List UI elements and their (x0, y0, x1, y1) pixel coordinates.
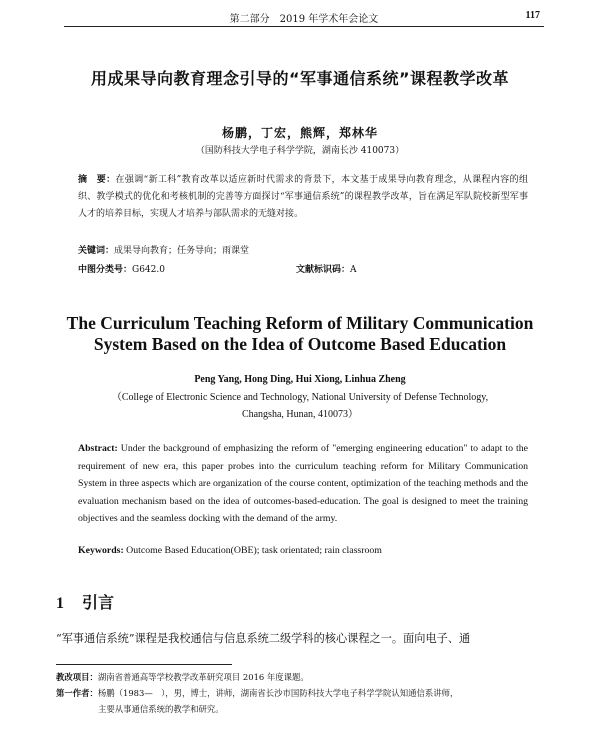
chinese-title: 用成果导向教育理念引导的“军事通信系统”课程教学改革 (90, 69, 510, 88)
english-abstract (78, 440, 528, 528)
english-authors: Peng Yang, Hong Ding, Hui Xiong, Linhua Zheng (194, 374, 406, 385)
english-title-line-2: System Based on the Idea of Outcome Based Education (93, 334, 507, 354)
chinese-abstract (78, 172, 528, 223)
chinese-abstract-label: 摘 要： (78, 175, 116, 185)
chinese-keywords-text: 成果导向教育；任务导向；雨课堂 (114, 246, 250, 256)
first-author-text: 杨鹏（1983— ），男，博士，讲师，湖南省长沙市国防科技大学电子科学学院认知通信系讲师， (97, 688, 459, 698)
english-keywords (78, 545, 528, 556)
funding-label: 教改项目： (56, 672, 98, 682)
first-author-footnote-continued: 主要从事通信系统的教学和研究。 (98, 704, 224, 714)
english-abstract-label: Abstract: (78, 443, 118, 454)
english-title-line-1: The Curriculum Teaching Reform of Military Communication (66, 313, 534, 333)
footnote-divider (56, 664, 232, 665)
english-keywords-label: Keywords: (78, 545, 124, 556)
page-number: 117 (525, 10, 540, 21)
doc-code-label: 文献标识码： (296, 265, 351, 275)
english-abstract-text: Under the background of emphasizing the reform of "emerging engineering education" to adapt to the requirement of new era, this paper probes into the curriculum teaching reform for Military Communication System in three aspects which are organization of the course content, optimization of the teaching methods and the evaluation mechanism based on the idea of outcomes-based-education. The goal is designed to meet the training objectives and the seamless docking with the demand of the army. (78, 443, 528, 525)
running-title: 第二部分 2019 年学术年会论文 (229, 14, 379, 25)
doc-code-value: A (350, 265, 357, 275)
funding-footnote (56, 669, 552, 685)
english-keywords-text: Outcome Based Education(OBE); task orientated; rain classroom (126, 545, 382, 556)
document-code (296, 262, 357, 275)
first-author-label: 第一作者： (56, 688, 98, 698)
chinese-keywords (78, 243, 528, 256)
clc-number: G642.0 (132, 265, 165, 275)
english-affiliation-line-2: Changsha, Hunan, 410073） (241, 409, 359, 420)
clc-label: 中图分类号： (78, 265, 133, 275)
english-affiliation-line-1: （College of Electronic Science and Technology, National University of Defense Technology, (111, 392, 489, 403)
section-heading (56, 590, 114, 613)
footnotes (56, 669, 552, 717)
classification-line (78, 262, 528, 275)
section-number: 1 (56, 595, 64, 612)
running-header (64, 8, 544, 27)
english-affiliation (0, 389, 600, 423)
chinese-authors: 杨鹏，丁宏，熊辉，郑林华 (221, 126, 378, 140)
chinese-abstract-text: 在强调“新工科”教育改革以适应新时代需求的背景下，本文基于成果导向教育理念，从课程内容的组织、教学模式的优化和考核机制的完善等方面探讨“军事通信系统”的课程教学改革，旨在满足军队院校新型军事人才的培养目标，实现人才培养与部队需求的无缝对接。 (78, 175, 528, 219)
chinese-keywords-label: 关键词： (78, 246, 115, 256)
chinese-affiliation: （国防科技大学电子科学学院，湖南长沙 410073） (195, 146, 405, 156)
funding-text: 湖南省普通高等学校教学改革研究项目 2016 年度课题。 (97, 672, 309, 682)
first-author-footnote (56, 685, 552, 701)
section-title: 引言 (82, 593, 115, 612)
body-paragraph: “军事通信系统”课程是我校通信与信息系统二级学科的核心课程之一。面向电子、通 (56, 632, 471, 645)
english-title (0, 313, 600, 355)
